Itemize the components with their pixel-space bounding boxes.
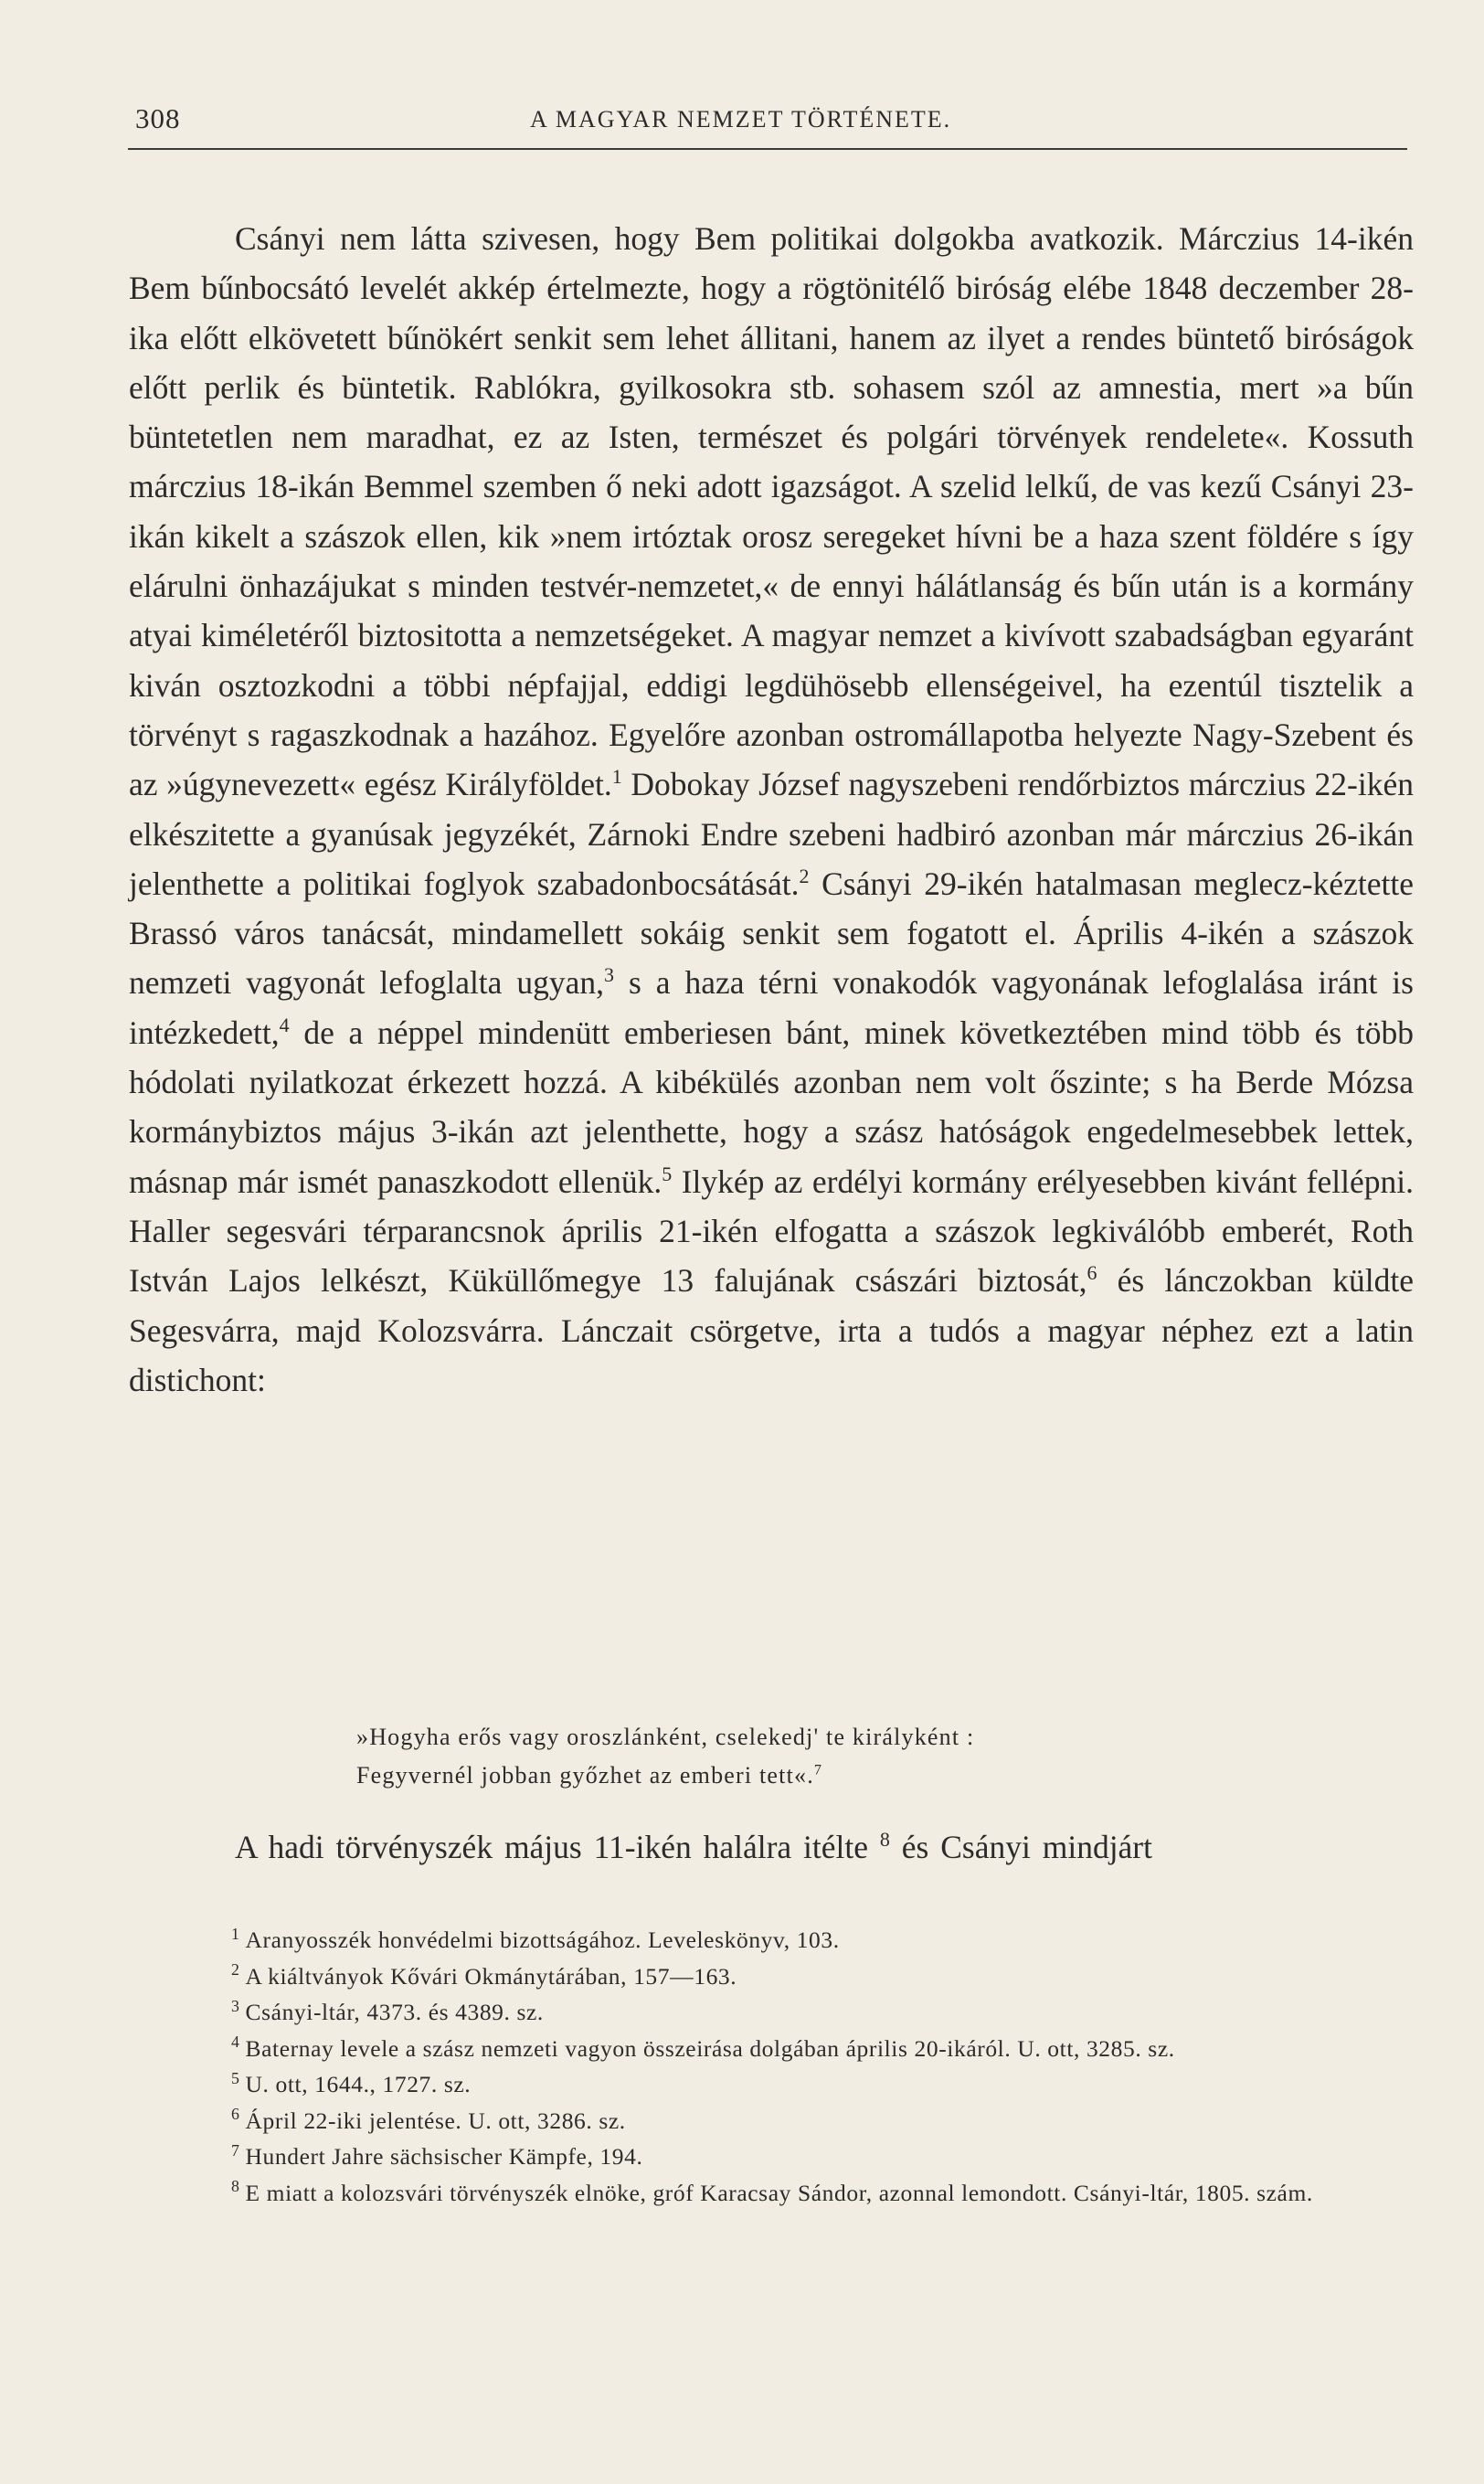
footnote-text: E miatt a kolozsvári törvényszék elnöke, gróf Karacsay Sándor, azonnal lemondott. Csányi-ltár, 1805. szám. — [245, 2179, 1313, 2206]
footnote-number: 5 — [231, 2068, 240, 2087]
footnote — [129, 2066, 1414, 2103]
footnote-marker: 6 — [1086, 1261, 1097, 1285]
paragraph-text — [129, 214, 1414, 1405]
text-segment: és lánczokban küldte Segesvárra, majd Kolozsvárra. Lánczait csörgetve, irta a tudós a magyar néphez ezt a latin distichont: — [129, 1262, 1415, 1398]
footnote-number: 4 — [231, 2033, 240, 2051]
footnote-text: U. ott, 1644., 1727. sz. — [245, 2071, 472, 2097]
footnote-number: 2 — [231, 1960, 240, 1979]
continuation-line — [129, 1822, 1414, 1872]
page-number: 308 — [135, 102, 181, 134]
footnote-number: 3 — [231, 1996, 240, 2015]
footnote-marker: 2 — [799, 865, 810, 888]
verse-line — [356, 1757, 1362, 1795]
footnote-number: 8 — [231, 2177, 240, 2195]
footnote-text: Aranyosszék honvédelmi bizottságához. Leveleskönyv, 103. — [245, 1927, 840, 1953]
footnote-marker: 4 — [279, 1013, 290, 1036]
footnote — [129, 2031, 1414, 2067]
footnote — [129, 1959, 1414, 1995]
verse-line-text: »Hogyha erős vagy oroszlánként, cselekedj' te királyként : — [356, 1724, 975, 1750]
text-segment: A hadi törvényszék május 11-ikén halálra itélte — [235, 1829, 869, 1865]
text-segment: de a néppel mindenütt emberiesen bánt, minek következtében mind több és több hódolati nyilatkozat érkezett hozzá. A kibékülés azonban nem volt őszinte; s ha Berde Mózsa kormánybiztos május 3-ikán azt jelenthette, hogy a szász hatóságok engedelmesebbek lettek, másnap már ismét panaszkodott ellenük. — [129, 1014, 1415, 1200]
footnote-text: Ápril 22-iki jelentése. U. ott, 3286. sz. — [245, 2107, 626, 2134]
footnote — [129, 1922, 1414, 1959]
footnote-number: 6 — [231, 2105, 240, 2123]
footnote-marker: 7 — [813, 1762, 823, 1778]
footnote-number: 1 — [231, 1924, 240, 1943]
footnote-text: Hundert Jahre sächsischer Kämpfe, 194. — [245, 2143, 643, 2170]
text-segment: Dobokay József nagyszebeni rendőrbiztos márczius 22-ikén elkészitette a gyanúsak jegyzékét, Zárnoki Endre szebeni hadbiró azonban már márczius 26-ikán jelenthette a politikai foglyok szabadonbocsátását. — [129, 766, 1415, 902]
text-segment: s a haza térni vonakodók vagyonának lefoglalása iránt is intézkedett, — [129, 964, 1414, 1051]
footnote — [129, 2103, 1414, 2139]
footnote-number: 7 — [231, 2140, 240, 2160]
footnote-text: Csányi-ltár, 4373. és 4389. sz. — [245, 1999, 544, 2025]
verse-line — [356, 1718, 1362, 1757]
running-title: A MAGYAR NEMZET TÖRTÉNETE. — [530, 106, 952, 133]
footnote — [129, 1994, 1414, 2031]
text-segment: és Csányi mindjárt — [901, 1829, 1152, 1865]
footnote-marker: 1 — [611, 765, 622, 789]
text-segment: Ilykép az erdélyi kormány erélyesebben kivánt fellépni. Haller segesvári térparancsnok április 21-ikén elfogatta a szászok legkiválóbb emberét, Roth István Lajos lelkészt, Küküllőmegye 13 falujának császári biztosát, — [129, 1162, 1414, 1300]
page-header — [128, 102, 1407, 139]
verse-line-text: Fegyvernél jobban győzhet az emberi tett«. — [356, 1762, 814, 1789]
latin-distich — [356, 1718, 1362, 1795]
text-segment: Csányi 29-ikén hatalmasan meglecz-kéztette Brassó város tanácsát, mindamellett sokáig senkit sem fogatott el. Április 4-ikén a szászok nemzeti vagyonát lefoglalta ugyan, — [129, 865, 1414, 1002]
footnotes — [129, 1922, 1414, 2211]
footnote-marker: 5 — [662, 1162, 673, 1185]
header-rule — [128, 148, 1407, 150]
text-segment: Csányi nem látta szivesen, hogy Bem politikai dolgokba avatkozik. Márczius 14-ikén Bem bűnbocsátó levelét akkép értelmezte, hogy a rögtönitélő biróság elébe 1848 deczember 28-ika előtt elkövetett bűnökért senkit sem lehet állitani, hanem az ilyet a rendes büntető biróságok előtt perlik és büntetik. Rablókra, gyilkosokra stb. sohasem szól az amnestia, mert »a bűn büntetetlen nem maradhat, ez az Isten, természet és polgári törvények rendelete«. Kossuth márczius 18-ikán Bemmel szemben ő neki adott igazságot. A szelid lelkű, de vas kezű Csányi 23-ikán kikelt a szászok ellen, kik »nem irtóztak orosz seregeket hívni be a haza szent földére s így elárulni önhazájukat s minden testvér-nemzetet,« de ennyi hálátlanság és bűn után is a kormány atyai kiméletéről biztositotta a nemzetségeket. A magyar nemzet a kivívott szabadságban egyaránt kiván osztozkodni a többi népfajjal, eddigi legdühösebb ellenségeivel, ha ezentúl tisztelik a törvényt s ragaszkodnak a hazához. Egyelőre azonban ostromállapotba helyezte Nagy-Szebent és az »úgynevezett« egész Királyföldet. — [129, 220, 1414, 803]
footnote — [129, 2175, 1414, 2212]
footnote-text: A kiáltványok Kővári Okmánytárában, 157—163. — [245, 1962, 737, 1990]
main-paragraph — [129, 214, 1414, 1405]
footnote-marker: 3 — [604, 963, 615, 987]
footnote — [129, 2139, 1414, 2175]
footnote-text: Baternay levele a szász nemzeti vagyon összeirása dolgában április 20-ikáról. U. ott, 3285. sz. — [245, 2034, 1175, 2062]
footnote-marker: 8 — [879, 1828, 890, 1852]
